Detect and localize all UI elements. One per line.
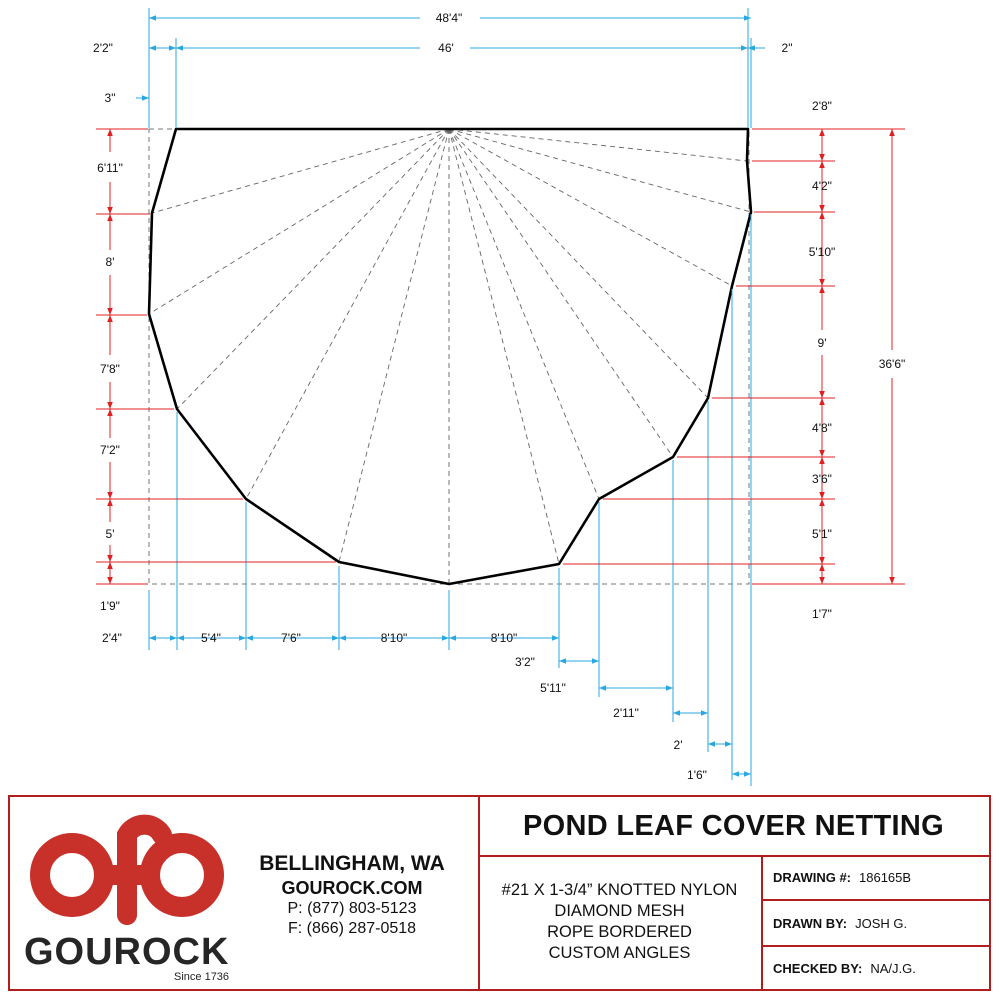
drawing-number-value: 186165B bbox=[859, 869, 912, 885]
dim-bottom-10: 1'6" bbox=[687, 768, 707, 782]
drawn-by-label: DRAWN BY: bbox=[773, 915, 848, 931]
dim-bottom-7: 5'11" bbox=[540, 681, 566, 695]
red-extension-lines bbox=[96, 129, 905, 584]
dim-right-3: 5'10" bbox=[808, 245, 836, 259]
dim-bottom-1: 2'4" bbox=[102, 631, 122, 645]
company-fax: F: (866) 287-0518 bbox=[287, 920, 417, 937]
description-line: DIAMOND MESH bbox=[554, 902, 685, 920]
drawing-number-row bbox=[761, 855, 989, 901]
dim-bottom-3: 7'6" bbox=[281, 631, 301, 645]
dim-right-5: 4'8" bbox=[812, 421, 832, 435]
dim-bottom-8: 2'11" bbox=[613, 706, 639, 720]
description-line: #21 X 1-3/4” KNOTTED NYLON bbox=[501, 881, 738, 899]
dim-right-2: 4'2" bbox=[812, 179, 832, 193]
company-panel bbox=[10, 797, 480, 989]
gourock-logo-icon bbox=[22, 805, 236, 935]
title-block bbox=[8, 795, 991, 991]
dimension-labels bbox=[93, 11, 905, 782]
dim-left-3: 7'8" bbox=[100, 362, 120, 376]
checked-by-value: NA/J.G. bbox=[870, 960, 916, 976]
radial-lines bbox=[149, 129, 751, 584]
drawing-title: POND LEAF COVER NETTING bbox=[478, 797, 989, 857]
company-website: GOUROCK.COM bbox=[281, 878, 423, 898]
dim-left-1: 6'11" bbox=[97, 161, 123, 175]
red-dimension-lines bbox=[110, 129, 892, 584]
brand-name: GOUROCK bbox=[24, 931, 230, 973]
net-outline bbox=[149, 129, 751, 584]
blue-extension-lines bbox=[149, 8, 751, 786]
dim-right-4: 9' bbox=[817, 336, 827, 350]
dim-bottom-6: 3'2" bbox=[515, 655, 535, 669]
company-city: BELLINGHAM, WA bbox=[259, 852, 445, 875]
drawing-info-panel bbox=[478, 797, 989, 989]
dim-left-4: 7'2" bbox=[100, 443, 120, 457]
dim-bottom-2: 5'4" bbox=[201, 631, 221, 645]
brand-since: Since 1736 bbox=[174, 971, 230, 983]
dim-right-1: 2'8" bbox=[812, 99, 832, 113]
dim-left-2: 8' bbox=[105, 255, 115, 269]
description-line: ROPE BORDERED bbox=[547, 923, 692, 941]
dim-top-left-offset: 2'2" bbox=[93, 41, 113, 55]
drawn-by-row bbox=[761, 901, 989, 947]
product-description bbox=[478, 855, 763, 989]
dim-top-right-offset: 2" bbox=[781, 41, 793, 55]
drawing-number-label: DRAWING #: bbox=[773, 869, 851, 885]
dim-bottom-5: 8'10" bbox=[490, 631, 518, 645]
dim-bottom-4: 8'10" bbox=[380, 631, 408, 645]
checked-by-row bbox=[761, 947, 989, 989]
dim-right-7: 5'1" bbox=[812, 527, 832, 541]
dim-right-8: 1'7" bbox=[812, 607, 832, 621]
dim-overall-width: 48'4" bbox=[435, 11, 463, 25]
description-line: CUSTOM ANGLES bbox=[548, 944, 691, 962]
drawn-by-value: JOSH G. bbox=[855, 915, 908, 931]
dim-bottom-9: 2' bbox=[673, 738, 683, 752]
company-phone: P: (877) 803-5123 bbox=[287, 900, 417, 917]
dim-right-6: 3'6" bbox=[812, 472, 832, 486]
dim-top-inset: 3" bbox=[104, 91, 116, 105]
checked-by-label: CHECKED BY: bbox=[773, 960, 863, 976]
dim-left-6: 1'9" bbox=[100, 599, 120, 613]
contact-info bbox=[242, 851, 462, 939]
dim-top-width: 46' bbox=[438, 41, 454, 55]
dim-left-5: 5' bbox=[105, 527, 115, 541]
dim-overall-height: 36'6" bbox=[878, 357, 906, 371]
